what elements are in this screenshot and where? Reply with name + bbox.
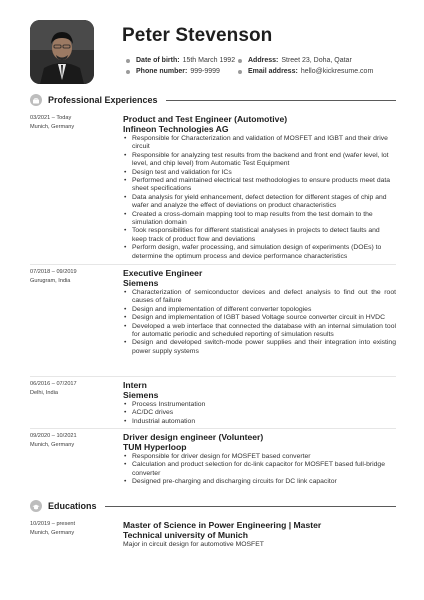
entry-divider bbox=[30, 376, 396, 377]
bullet-icon bbox=[126, 70, 130, 74]
contact-address: Address: Street 23, Doha, Qatar bbox=[238, 55, 352, 66]
list-item: • AC/DC drives bbox=[123, 409, 396, 417]
entry-date: 09/2020 – 10/2021 bbox=[30, 433, 77, 439]
entry-detail: Major in circuit design for automotive MOSFET bbox=[123, 541, 264, 548]
entry-date: 06/2016 – 07/2017 bbox=[30, 381, 77, 387]
entry-role: Intern bbox=[123, 380, 147, 390]
entry-bullets bbox=[123, 401, 396, 426]
entry-date: 07/2018 – 09/2019 bbox=[30, 269, 77, 275]
entry-company: TUM Hyperloop bbox=[123, 442, 187, 452]
entry-location: Delhi, India bbox=[30, 390, 58, 396]
contact-date-of-birth: Date of birth: 15th March 1992 bbox=[126, 55, 238, 66]
entry-location: Munich, Germany bbox=[30, 530, 75, 536]
list-item: • Perform design, wafer processing, and simulation design of experiments (DOEs) to determine the optimum process and device performance characteristics bbox=[123, 244, 396, 261]
entry-date: 10/2019 – present bbox=[30, 521, 76, 527]
contact-phone: Phone number: 999-9999 bbox=[126, 66, 238, 77]
section-divider bbox=[166, 100, 396, 101]
entry-company: Infineon Technologies AG bbox=[123, 124, 229, 134]
entry-bullets bbox=[123, 453, 396, 487]
entry-divider bbox=[30, 264, 396, 265]
list-item: • Characterization of semiconductor devices and defect analysis to find out the root causes of failure bbox=[123, 289, 396, 306]
list-item: • Process Instrumentation bbox=[123, 401, 396, 409]
entry-role: Product and Test Engineer (Automotive) bbox=[123, 114, 288, 124]
list-item: • Responsible for driver design for MOSFET based converter bbox=[123, 453, 396, 461]
entry-company: Siemens bbox=[123, 278, 159, 288]
list-item: • Performed and maintained electrical test methodologies to ensure products meet data sheet specifications bbox=[123, 177, 396, 194]
entry-degree: Master of Science in Power Engineering | Master bbox=[123, 520, 322, 530]
list-item: • Design test and validation for ICs bbox=[123, 169, 396, 177]
entry-location: Munich, Germany bbox=[30, 124, 75, 130]
list-item: • Design and implementation of different converter topologies bbox=[123, 306, 396, 314]
section-divider bbox=[105, 506, 396, 507]
entry-divider bbox=[30, 428, 396, 429]
candidate-name: Peter Stevenson bbox=[122, 25, 273, 46]
list-item: • Designed pre-charging and discharging circuits for DC link capacitor bbox=[123, 478, 396, 486]
list-item: • Created a cross-domain mapping tool to map results from the test domain to the simulation domain bbox=[123, 211, 396, 228]
section-title: Professional Experiences bbox=[48, 95, 158, 105]
bullet-icon bbox=[238, 59, 242, 63]
bullet-icon bbox=[126, 59, 130, 63]
list-item: • Took responsibilities for different statistical analyses in projects to detect faults and keep track of product flow and deviations bbox=[123, 227, 396, 244]
entry-location: Gurugram, India bbox=[30, 278, 71, 284]
briefcase-icon bbox=[30, 94, 42, 106]
graduation-cap-icon bbox=[30, 500, 42, 512]
bullet-icon bbox=[238, 70, 242, 74]
entry-role: Driver design engineer (Volunteer) bbox=[123, 432, 264, 442]
list-item: • Responsible for analyzing test results from the backend and front end (wafer level, lot level, and chip level) from Automatic Test Equipment bbox=[123, 152, 396, 169]
contact-email: Email address: hello@kickresume.com bbox=[238, 66, 373, 77]
entry-location: Munich, Germany bbox=[30, 442, 75, 448]
entry-school: Technical university of Munich bbox=[123, 530, 248, 540]
list-item: • Design and implementation of IGBT based Voltage source converter circuit in HVDC bbox=[123, 314, 396, 322]
contact-info bbox=[126, 55, 373, 77]
entry-date: 03/2021 – Today bbox=[30, 115, 72, 121]
entry-bullets bbox=[123, 289, 396, 356]
entry-bullets bbox=[123, 135, 396, 261]
list-item: • Industrial automation bbox=[123, 418, 396, 426]
section-title: Educations bbox=[48, 501, 97, 511]
section-experience-heading bbox=[30, 94, 396, 106]
list-item: • Calculation and product selection for dc-link capacitor for MOSFET based full-bridge converter bbox=[123, 461, 396, 478]
section-education-heading bbox=[30, 500, 396, 512]
list-item: • Data analysis for yield enhancement, defect detection for different stages of chip and wafer and analyze the effect of deviations on product characteristics bbox=[123, 194, 396, 211]
list-item: • Design and developed switch-mode power supplies and their integration into existing power supply systems bbox=[123, 339, 396, 356]
entry-company: Siemens bbox=[123, 390, 159, 400]
list-item: • Responsible for Characterization and validation of MOSFET and IGBT and their drive circuit bbox=[123, 135, 396, 152]
entry-role: Executive Engineer bbox=[123, 268, 203, 278]
list-item: • Developed a web interface that connected the database with an internal simulation tool for automatic periodic and scheduled reporting of simulation results bbox=[123, 323, 396, 340]
profile-photo bbox=[30, 20, 94, 84]
